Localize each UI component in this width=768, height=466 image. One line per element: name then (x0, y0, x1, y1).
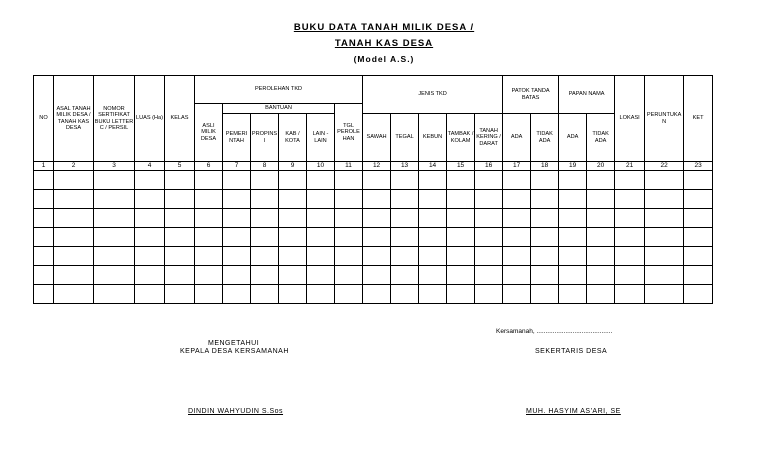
header-tanah-kering: TANAH KERING / DARAT (475, 114, 503, 162)
header-lokasi: LOKASI (615, 76, 645, 162)
table-cell[interactable] (587, 228, 615, 247)
table-cell[interactable] (251, 228, 279, 247)
table-cell[interactable] (135, 285, 165, 304)
table-cell[interactable] (165, 247, 195, 266)
table-cell[interactable] (135, 266, 165, 285)
table-cell[interactable] (34, 285, 54, 304)
table-cell[interactable] (34, 247, 54, 266)
table-cell[interactable] (195, 247, 223, 266)
table-cell[interactable] (363, 190, 391, 209)
table-cell[interactable] (391, 209, 419, 228)
table-cell[interactable] (645, 228, 684, 247)
table-cell[interactable] (615, 228, 645, 247)
table-cell[interactable] (279, 228, 307, 247)
table-cell[interactable] (223, 285, 251, 304)
table-cell[interactable] (195, 190, 223, 209)
table-cell[interactable] (391, 171, 419, 190)
table-cell[interactable] (684, 209, 713, 228)
table-cell[interactable] (684, 171, 713, 190)
header-patok-ada: ADA (503, 114, 531, 162)
table-cell[interactable] (503, 266, 531, 285)
column-number: 10 (307, 162, 335, 171)
table-cell[interactable] (503, 209, 531, 228)
table-cell[interactable] (475, 209, 503, 228)
table-cell[interactable] (223, 209, 251, 228)
table-cell[interactable] (615, 266, 645, 285)
column-number: 1 (34, 162, 54, 171)
table-cell[interactable] (559, 190, 587, 209)
table-cell[interactable] (475, 285, 503, 304)
column-number-row (34, 162, 713, 171)
column-number: 9 (279, 162, 307, 171)
table-cell[interactable] (135, 228, 165, 247)
column-number: 15 (447, 162, 475, 171)
table-cell[interactable] (363, 171, 391, 190)
table-cell[interactable] (165, 209, 195, 228)
table-cell[interactable] (559, 171, 587, 190)
table-cell[interactable] (223, 228, 251, 247)
table-cell[interactable] (279, 266, 307, 285)
table-cell[interactable] (503, 228, 531, 247)
table-cell[interactable] (335, 247, 363, 266)
table-row (34, 266, 713, 285)
column-number: 22 (645, 162, 684, 171)
column-number: 17 (503, 162, 531, 171)
table-cell[interactable] (419, 266, 447, 285)
table-cell[interactable] (94, 285, 135, 304)
table-cell[interactable] (363, 228, 391, 247)
document-title-line2: TANAH KAS DESA (334, 38, 434, 49)
table-cell[interactable] (363, 209, 391, 228)
header-luas: LUAS (Ha) (135, 76, 165, 162)
table-cell[interactable] (135, 247, 165, 266)
table-cell[interactable] (391, 190, 419, 209)
header-lain-lain: LAIN - LAIN (307, 114, 335, 162)
place-date-line: Kersamanah, .......................................... (496, 328, 613, 335)
table-cell[interactable] (503, 247, 531, 266)
table-cell[interactable] (475, 190, 503, 209)
table-cell[interactable] (54, 266, 94, 285)
table-cell[interactable] (223, 266, 251, 285)
table-cell[interactable] (615, 247, 645, 266)
header-peruntukan: PERUNTUKA N (645, 76, 684, 162)
table-cell[interactable] (391, 228, 419, 247)
table-row (34, 247, 713, 266)
table-cell[interactable] (645, 266, 684, 285)
header-sawah: SAWAH (363, 114, 391, 162)
table-cell[interactable] (587, 247, 615, 266)
header-papan-ada: ADA (559, 114, 587, 162)
table-cell[interactable] (475, 247, 503, 266)
table-cell[interactable] (279, 190, 307, 209)
column-number: 11 (335, 162, 363, 171)
table-cell[interactable] (335, 209, 363, 228)
table-cell[interactable] (279, 247, 307, 266)
table-cell[interactable] (335, 266, 363, 285)
table-cell[interactable] (391, 266, 419, 285)
table-cell[interactable] (363, 247, 391, 266)
header-patok-tanda-batas: PATOK TANDA BATAS (503, 76, 559, 114)
table-cell[interactable] (335, 285, 363, 304)
table-cell[interactable] (335, 228, 363, 247)
table-cell[interactable] (419, 171, 447, 190)
table-cell[interactable] (447, 247, 475, 266)
kepala-desa-title: KEPALA DESA KERSAMANAH (180, 348, 289, 355)
column-number: 6 (195, 162, 223, 171)
table-cell[interactable] (195, 228, 223, 247)
column-number: 12 (363, 162, 391, 171)
table-cell[interactable] (615, 190, 645, 209)
table-cell[interactable] (684, 285, 713, 304)
column-number: 13 (391, 162, 419, 171)
document-model-label: (Model A.S.) (353, 54, 415, 64)
table-cell[interactable] (34, 228, 54, 247)
table-cell[interactable] (587, 285, 615, 304)
table-cell[interactable] (195, 266, 223, 285)
table-cell[interactable] (223, 171, 251, 190)
table-cell[interactable] (587, 190, 615, 209)
table-cell[interactable] (251, 171, 279, 190)
header-tgl-perolehan: TGL PEROLE HAN (335, 104, 363, 162)
sekretaris-desa-title: SEKERTARIS DESA (535, 348, 608, 355)
table-cell[interactable] (615, 171, 645, 190)
table-cell[interactable] (54, 228, 94, 247)
table-cell[interactable] (503, 285, 531, 304)
table-cell[interactable] (307, 190, 335, 209)
table-cell[interactable] (531, 171, 559, 190)
table-cell[interactable] (54, 247, 94, 266)
table-cell[interactable] (645, 190, 684, 209)
header-asal-tanah: ASAL TANAH MILIK DESA / TANAH KAS DESA (54, 76, 94, 162)
table-cell[interactable] (419, 285, 447, 304)
table-cell[interactable] (251, 285, 279, 304)
table-cell[interactable] (307, 171, 335, 190)
header-tegal: TEGAL (391, 114, 419, 162)
header-bantuan: BANTUAN (223, 104, 335, 114)
table-cell[interactable] (587, 209, 615, 228)
register-table (33, 75, 713, 304)
table-cell[interactable] (475, 228, 503, 247)
table-cell[interactable] (94, 171, 135, 190)
table-cell[interactable] (615, 285, 645, 304)
table-cell[interactable] (223, 247, 251, 266)
table-cell[interactable] (54, 285, 94, 304)
table-cell[interactable] (684, 247, 713, 266)
table-cell[interactable] (34, 266, 54, 285)
column-number: 2 (54, 162, 94, 171)
table-cell[interactable] (135, 190, 165, 209)
table-cell[interactable] (391, 247, 419, 266)
header-papan-tidak-ada: TIDAK ADA (587, 114, 615, 162)
header-no: NO (34, 76, 54, 162)
table-cell[interactable] (94, 228, 135, 247)
table-cell[interactable] (391, 285, 419, 304)
header-asli-milik-desa: ASLI MILIK DESA (195, 104, 223, 162)
table-cell[interactable] (94, 209, 135, 228)
table-cell[interactable] (279, 285, 307, 304)
table-cell[interactable] (645, 209, 684, 228)
table-cell[interactable] (251, 266, 279, 285)
table-cell[interactable] (684, 190, 713, 209)
table-cell[interactable] (335, 190, 363, 209)
table-cell[interactable] (419, 209, 447, 228)
column-number: 21 (615, 162, 645, 171)
header-perolehan-tkd: PEROLEHAN TKD (195, 76, 363, 104)
table-cell[interactable] (475, 171, 503, 190)
header-tambak-kolam: TAMBAK / KOLAM (447, 114, 475, 162)
table-cell[interactable] (447, 190, 475, 209)
table-cell[interactable] (251, 247, 279, 266)
table-cell[interactable] (34, 209, 54, 228)
table-cell[interactable] (223, 190, 251, 209)
column-number: 19 (559, 162, 587, 171)
table-cell[interactable] (419, 247, 447, 266)
table-cell[interactable] (419, 190, 447, 209)
table-row (34, 190, 713, 209)
table-cell[interactable] (447, 266, 475, 285)
header-jenis-tkd: JENIS TKD (363, 76, 503, 114)
header-kab-kota: KAB / KOTA (279, 114, 307, 162)
table-cell[interactable] (645, 171, 684, 190)
table-cell[interactable] (684, 228, 713, 247)
column-number: 16 (475, 162, 503, 171)
table-cell[interactable] (279, 171, 307, 190)
column-number: 23 (684, 162, 713, 171)
column-number: 20 (587, 162, 615, 171)
table-cell[interactable] (307, 228, 335, 247)
table-cell[interactable] (165, 190, 195, 209)
table-cell[interactable] (559, 285, 587, 304)
table-cell[interactable] (251, 209, 279, 228)
mengetahui-label: MENGETAHUI (208, 340, 260, 347)
table-cell[interactable] (165, 266, 195, 285)
table-cell[interactable] (165, 228, 195, 247)
table-cell[interactable] (307, 266, 335, 285)
column-number: 4 (135, 162, 165, 171)
header-kelas: KELAS (165, 76, 195, 162)
table-cell[interactable] (531, 285, 559, 304)
column-number: 7 (223, 162, 251, 171)
table-cell[interactable] (419, 228, 447, 247)
column-number: 5 (165, 162, 195, 171)
table-row (34, 285, 713, 304)
table-cell[interactable] (34, 190, 54, 209)
table-cell[interactable] (447, 171, 475, 190)
column-number: 18 (531, 162, 559, 171)
table-cell[interactable] (54, 171, 94, 190)
table-cell[interactable] (335, 171, 363, 190)
header-pemerintah: PEMERI NTAH (223, 114, 251, 162)
kepala-desa-name: DINDIN WAHYUDIN S.Sos (188, 408, 284, 415)
header-papan-nama: PAPAN NAMA (559, 76, 615, 114)
table-cell[interactable] (587, 266, 615, 285)
table-cell[interactable] (645, 247, 684, 266)
table-cell[interactable] (559, 209, 587, 228)
table-cell[interactable] (615, 209, 645, 228)
table-cell[interactable] (307, 285, 335, 304)
table-row (34, 171, 713, 190)
table-cell[interactable] (447, 228, 475, 247)
table-row (34, 228, 713, 247)
table-cell[interactable] (195, 209, 223, 228)
table-cell[interactable] (279, 209, 307, 228)
table-cell[interactable] (531, 209, 559, 228)
table-cell[interactable] (363, 285, 391, 304)
table-cell[interactable] (135, 209, 165, 228)
table-cell[interactable] (503, 171, 531, 190)
table-cell[interactable] (684, 266, 713, 285)
header-propinsi: PROPINS I (251, 114, 279, 162)
table-cell[interactable] (475, 266, 503, 285)
table-cell[interactable] (165, 285, 195, 304)
table-cell[interactable] (645, 285, 684, 304)
table-cell[interactable] (531, 190, 559, 209)
table-cell[interactable] (447, 285, 475, 304)
table-cell[interactable] (559, 247, 587, 266)
table-cell[interactable] (559, 228, 587, 247)
header-patok-tidak-ada: TIDAK ADA (531, 114, 559, 162)
table-cell[interactable] (94, 190, 135, 209)
table-cell[interactable] (503, 190, 531, 209)
table-row (34, 209, 713, 228)
table-cell[interactable] (363, 266, 391, 285)
table-cell[interactable] (34, 171, 54, 190)
table-cell[interactable] (54, 190, 94, 209)
sekretaris-desa-name: MUH. HASYIM AS'ARI, SE (526, 408, 621, 415)
table-cell[interactable] (94, 266, 135, 285)
table-cell[interactable] (559, 266, 587, 285)
table-cell[interactable] (307, 247, 335, 266)
column-number: 3 (94, 162, 135, 171)
table-cell[interactable] (447, 209, 475, 228)
table-cell[interactable] (531, 247, 559, 266)
table-cell[interactable] (195, 285, 223, 304)
column-number: 8 (251, 162, 279, 171)
column-number: 14 (419, 162, 447, 171)
document-title-line1: BUKU DATA TANAH MILIK DESA / (293, 22, 475, 33)
header-nomor-sertifikat: NOMOR SERTIFIKAT BUKU LETTER C / PERSIL (94, 76, 135, 162)
table-cell[interactable] (587, 171, 615, 190)
table-cell[interactable] (54, 209, 94, 228)
table-cell[interactable] (531, 266, 559, 285)
table-cell[interactable] (531, 228, 559, 247)
table-cell[interactable] (307, 209, 335, 228)
table-cell[interactable] (135, 171, 165, 190)
table-cell[interactable] (165, 171, 195, 190)
header-ket: KET (684, 76, 713, 162)
header-kebun: KEBUN (419, 114, 447, 162)
table-cell[interactable] (94, 247, 135, 266)
table-cell[interactable] (251, 190, 279, 209)
table-cell[interactable] (195, 171, 223, 190)
